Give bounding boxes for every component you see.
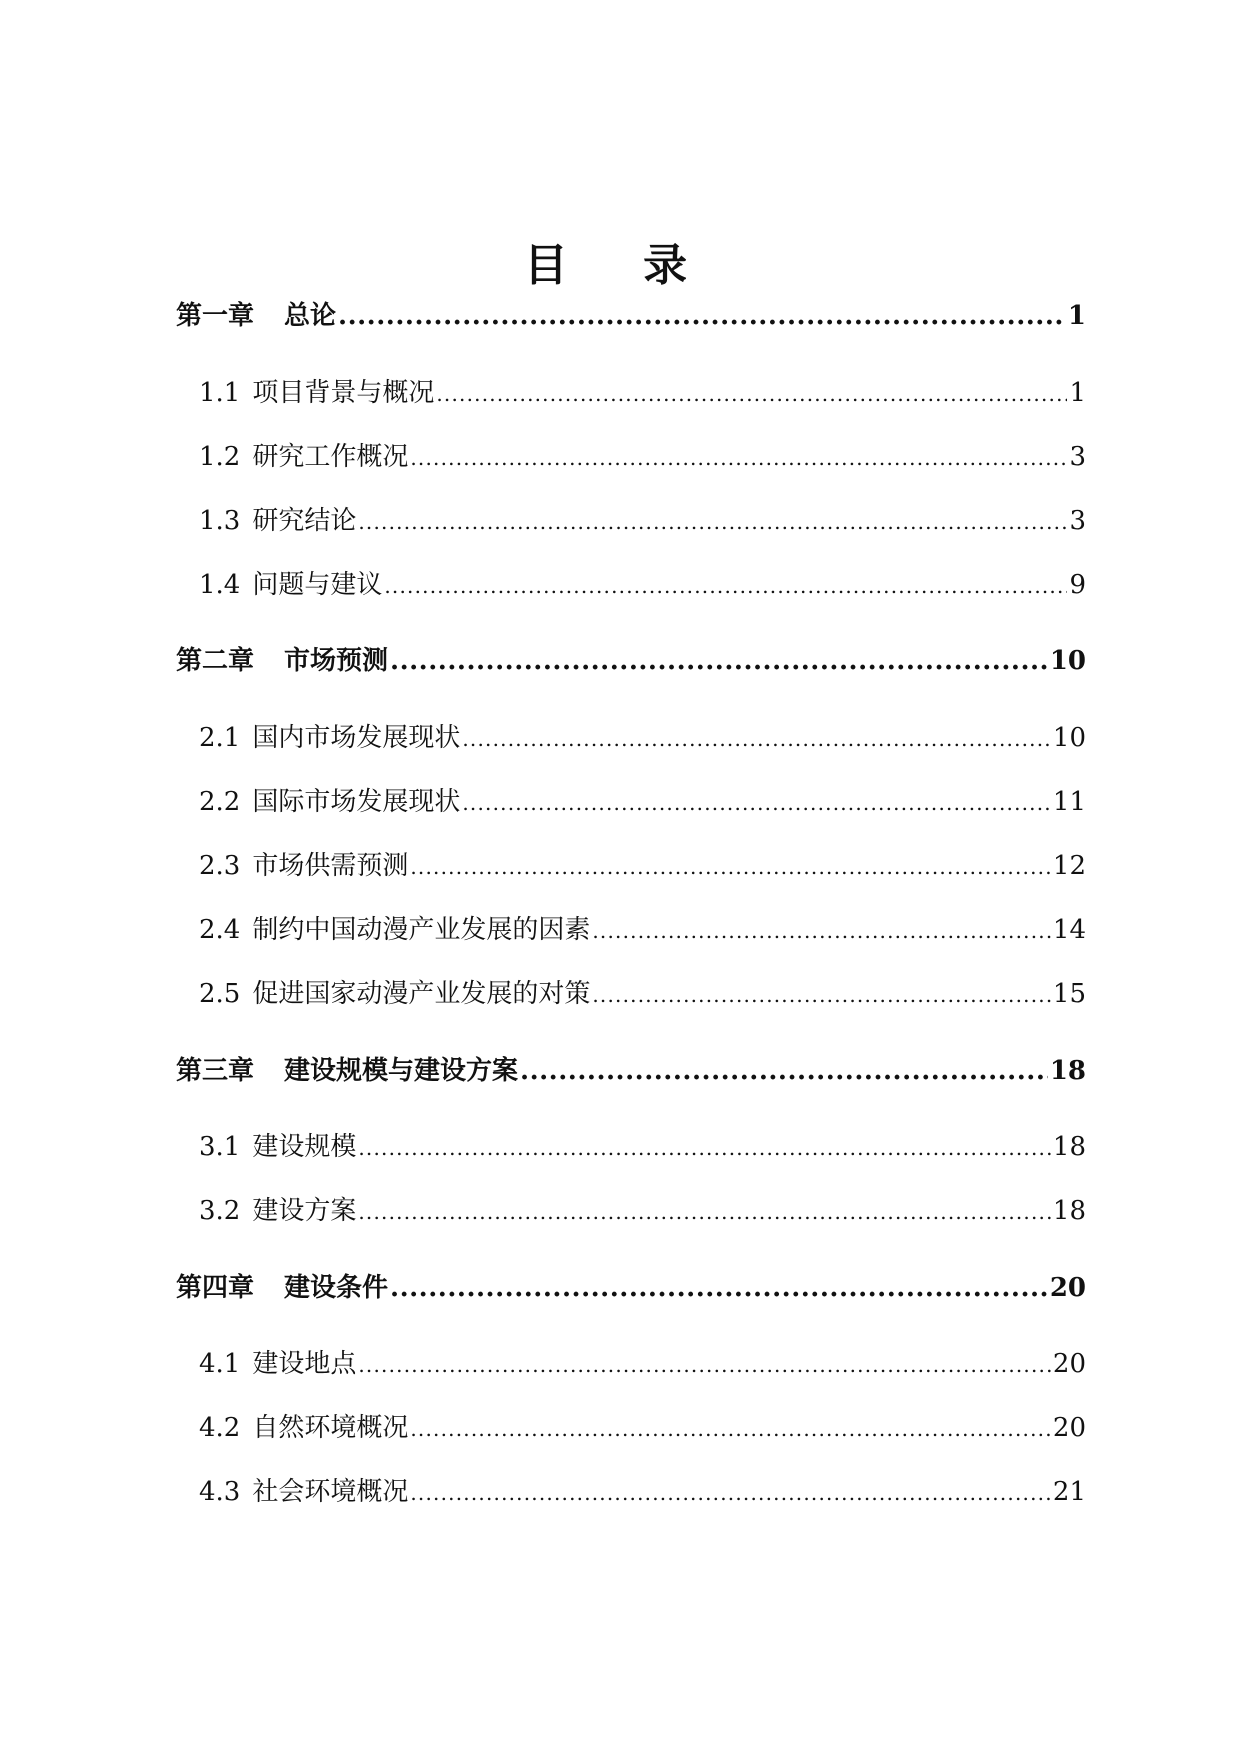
toc-entry-title: 促进国家动漫产业发展的对策 [252,979,591,1009]
toc-entry-number: 3.2 [199,1196,241,1226]
toc-dot-leader [592,913,1051,949]
toc-entry-title: 问题与建议 [252,570,383,600]
toc-entry-label [176,298,336,334]
toc-entry-label [199,503,356,539]
toc-section-entry[interactable] [199,1410,1086,1446]
toc-dot-leader [358,1194,1051,1230]
toc-entry-title: 研究工作概况 [252,442,409,472]
toc-entry-label [199,848,408,884]
toc-chapter-entry[interactable] [176,1270,1086,1306]
toc-dot-leader [358,504,1067,540]
toc-section-entry[interactable] [199,720,1086,756]
toc-entry-number: 2.5 [199,979,241,1009]
toc-page-number: 15 [1052,979,1086,1009]
toc-entry-title: 市场供需预测 [252,851,409,881]
toc-entry-title: 建设规模 [252,1132,357,1162]
toc-dot-leader [410,1475,1051,1511]
toc-entry-title: 制约中国动漫产业发展的因素 [252,915,591,945]
toc-entry-title: 总论 [284,301,337,331]
toc-entry-label [199,912,590,948]
toc-entry-title: 建设规模与建设方案 [284,1056,519,1086]
toc-page-number: 20 [1052,1349,1086,1379]
toc-dot-leader [410,1411,1051,1447]
toc-entry-title: 市场预测 [284,646,389,676]
toc-section-entry[interactable] [199,1346,1086,1382]
toc-page-number: 12 [1052,851,1086,881]
toc-entry-number: 1.4 [199,570,241,600]
toc-page-number: 3 [1069,506,1086,536]
toc-entry-title: 研究结论 [252,506,357,536]
toc-entry-number: 2.4 [199,915,241,945]
toc-dot-leader [592,977,1051,1013]
toc-entry-label [199,784,460,820]
toc-section-entry[interactable] [199,912,1086,948]
toc-page-number: 9 [1069,570,1086,600]
toc-entry-number: 第三章 [176,1056,255,1086]
toc-entry-label [199,1193,356,1229]
toc-page-number: 21 [1052,1477,1086,1507]
toc-entry-label [199,1474,408,1510]
toc-dot-leader [436,376,1067,412]
toc-entry-title: 建设方案 [252,1196,357,1226]
toc-dot-leader [358,1130,1051,1166]
toc-entry-label [199,439,408,475]
toc-section-entry[interactable] [199,1129,1086,1165]
toc-dot-leader [384,568,1067,604]
toc-dot-leader [338,298,1066,334]
toc-entry-label [199,720,460,756]
toc-page-number: 18 [1049,1056,1086,1086]
toc-entry-title: 国际市场发展现状 [252,787,461,817]
toc-entry-label [199,567,382,603]
toc-section-entry[interactable] [199,567,1086,603]
toc-page-number: 14 [1052,915,1086,945]
toc-dot-leader [390,1270,1048,1306]
page-title: 目 录 [523,240,718,291]
toc-page-number: 20 [1052,1413,1086,1443]
toc-entry-number: 4.2 [199,1413,241,1443]
toc-section-entry[interactable] [199,1193,1086,1229]
toc-chapter-entry[interactable] [176,1053,1086,1089]
toc-dot-leader [520,1053,1048,1089]
toc-section-entry[interactable] [199,439,1086,475]
toc-entry-number: 1.1 [199,378,241,408]
toc-entry-title: 建设地点 [252,1349,357,1379]
toc-entry-number: 1.2 [199,442,241,472]
toc-section-entry[interactable] [199,375,1086,411]
toc-entry-title: 国内市场发展现状 [252,723,461,753]
toc-entry-number: 2.3 [199,851,241,881]
toc-page-number: 10 [1049,646,1086,676]
toc-section-entry[interactable] [199,784,1086,820]
toc-entry-label [176,643,388,679]
toc-entry-title: 自然环境概况 [252,1413,409,1443]
toc-dot-leader [358,1347,1051,1383]
toc-entry-number: 2.1 [199,723,241,753]
toc-dot-leader [462,785,1051,821]
toc-page-number: 11 [1052,787,1086,817]
toc-page-number: 20 [1049,1273,1086,1303]
toc-entry-label [199,1129,356,1165]
toc-dot-leader [390,643,1048,679]
toc-section-entry[interactable] [199,503,1086,539]
toc-entry-label [199,976,590,1012]
toc-entry-title: 建设条件 [284,1273,389,1303]
toc-entry-number: 1.3 [199,506,241,536]
toc-chapter-entry[interactable] [176,298,1086,334]
toc-entry-number: 第一章 [176,301,255,331]
toc-entry-label [176,1270,388,1306]
toc-chapter-entry[interactable] [176,643,1086,679]
toc-entry-title: 项目背景与概况 [252,378,435,408]
toc-entry-label [199,1346,356,1382]
toc-dot-leader [462,721,1051,757]
toc-entry-number: 3.1 [199,1132,241,1162]
toc-entry-number: 4.1 [199,1349,241,1379]
toc-entry-number: 第四章 [176,1273,255,1303]
toc-page-number: 18 [1052,1132,1086,1162]
toc-entry-number: 第二章 [176,646,255,676]
toc-section-entry[interactable] [199,848,1086,884]
toc-dot-leader [410,440,1067,476]
toc-dot-leader [410,849,1051,885]
toc-entry-label [199,1410,408,1446]
toc-entry-title: 社会环境概况 [252,1477,409,1507]
toc-entry-label [176,1053,518,1089]
toc-entry-number: 2.2 [199,787,241,817]
toc-page-number: 10 [1052,723,1086,753]
toc-section-entry[interactable] [199,1474,1086,1510]
toc-entry-label [199,375,434,411]
toc-page-number: 1 [1069,378,1086,408]
toc-entry-number: 4.3 [199,1477,241,1507]
toc-page-number: 3 [1069,442,1086,472]
toc-section-entry[interactable] [199,976,1086,1012]
toc-page-number: 1 [1067,301,1086,331]
toc-page-number: 18 [1052,1196,1086,1226]
